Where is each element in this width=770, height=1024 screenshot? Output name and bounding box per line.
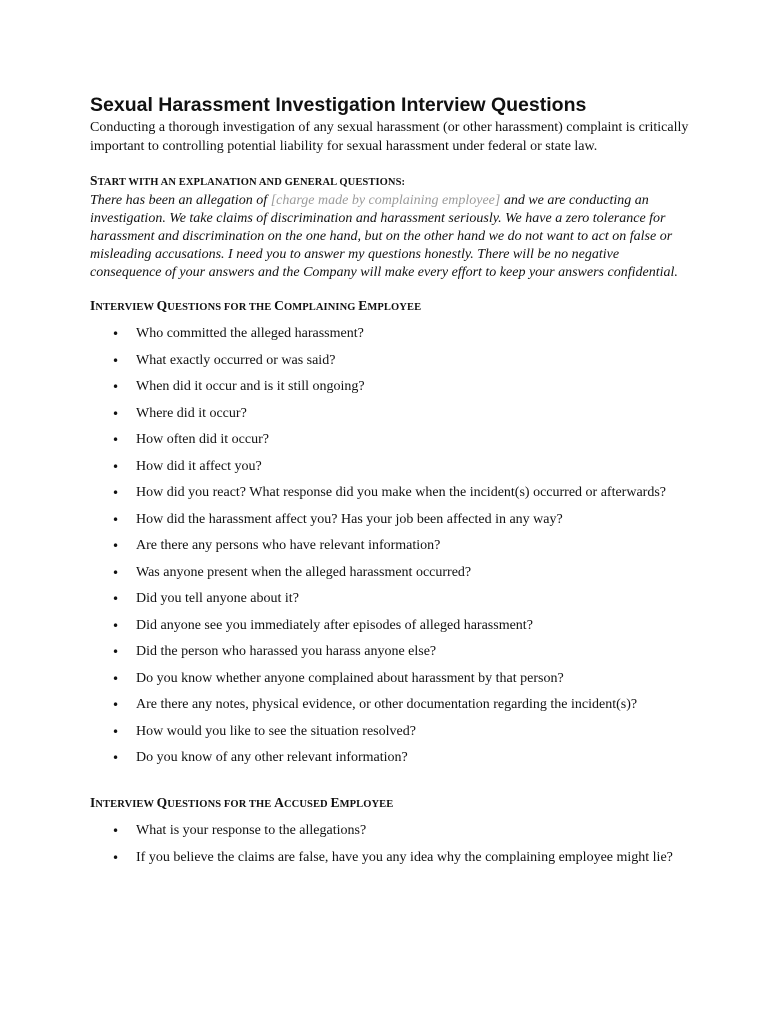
- heading-cap: Q: [156, 795, 168, 810]
- list-item: [90, 749, 690, 767]
- heading-cap: I: [90, 795, 96, 810]
- bullet-icon: •: [112, 459, 120, 474]
- list-item: [90, 643, 690, 661]
- document-body: [90, 92, 690, 875]
- question-text: Are there any persons who have relevant information?: [136, 538, 441, 553]
- question-text: Did anyone see you immediately after episodes of alleged harassment?: [136, 617, 533, 633]
- question-text: Was anyone present when the alleged harassment occurred?: [136, 564, 472, 580]
- bullet-icon: •: [112, 618, 120, 633]
- bullet-icon: •: [112, 380, 120, 394]
- bullet-icon: •: [112, 565, 120, 580]
- bullet-icon: •: [112, 592, 120, 606]
- explanation-heading-rest: TART WITH AN EXPLANATION AND GENERAL QUESTIONS:: [97, 177, 406, 188]
- heading-cap: E: [358, 298, 368, 313]
- question-text: How did you react? What response did you make when the incident(s) occurred or afterwards?: [136, 485, 666, 500]
- question-text: Did you tell anyone about it?: [136, 591, 299, 606]
- accused-employee-heading: [90, 794, 690, 814]
- explanation-text-before: There has been an allegation of: [90, 193, 271, 208]
- bullet-icon: •: [112, 724, 120, 739]
- question-text: Where did it occur?: [136, 405, 247, 421]
- bullet-icon: •: [112, 850, 120, 865]
- list-item: [90, 617, 690, 635]
- explanation-text-after: and we are conducting an investigation. We take claims of discrimination and harassment seriously. We have a zero tolerance for harassment and discrimination on the one hand, but on the other hand we do not want to act on false or misleading accusations. I need you to answer my questions honestly. There will be no negative consequence of your answers and the Company will make every effort to keep your answers confidential.: [90, 193, 678, 280]
- list-item: [90, 484, 690, 502]
- question-text: How would you like to see the situation resolved?: [136, 723, 416, 739]
- list-item: [90, 590, 690, 608]
- charge-placeholder: [charge made by complaining employee]: [270, 193, 501, 208]
- list-item: [90, 352, 690, 370]
- list-item: [90, 458, 690, 476]
- explanation-heading-initial: S: [90, 173, 98, 188]
- bullet-icon: •: [112, 645, 120, 659]
- question-text: Do you know of any other relevant information?: [136, 750, 408, 765]
- question-text: How did the harassment affect you? Has your job been affected in any way?: [136, 511, 563, 527]
- heading-small: MPLOYEE: [339, 799, 394, 810]
- list-item: [90, 696, 690, 714]
- bullet-icon: •: [112, 539, 120, 553]
- heading-small: UESTIONS FOR THE: [167, 799, 275, 810]
- heading-small: NTERVIEW: [95, 799, 157, 810]
- bullet-icon: •: [112, 486, 120, 500]
- heading-small: UESTIONS FOR THE: [167, 302, 275, 313]
- bullet-icon: •: [112, 353, 120, 368]
- complaining-employee-heading: [90, 297, 690, 317]
- question-text: When did it occur and is it still ongoing?: [136, 379, 365, 394]
- list-item: [90, 325, 690, 343]
- heading-small: NTERVIEW: [95, 302, 157, 313]
- question-text: Who committed the alleged harassment?: [136, 326, 364, 341]
- bullet-icon: •: [112, 824, 120, 838]
- bullet-icon: •: [112, 751, 120, 765]
- heading-cap: A: [274, 795, 284, 810]
- list-item: [90, 849, 690, 867]
- list-item: [90, 405, 690, 423]
- question-text: Did the person who harassed you harass anyone else?: [136, 644, 437, 659]
- question-text: How did it affect you?: [136, 458, 262, 474]
- heading-cap: E: [330, 795, 340, 810]
- question-text: What is your response to the allegations?: [136, 823, 367, 838]
- intro-paragraph: Conducting a thorough investigation of any sexual harassment (or other harassment) complaint is critically important to controlling potential liability for sexual harassment under federal or state law.: [90, 120, 689, 154]
- heading-cap: Q: [156, 298, 168, 313]
- list-item: [90, 564, 690, 582]
- list-item: [90, 378, 690, 396]
- bullet-icon: •: [112, 433, 120, 447]
- heading-small: CCUSED: [283, 799, 331, 810]
- question-text: How often did it occur?: [136, 432, 269, 447]
- question-text: What exactly occurred or was said?: [136, 352, 336, 368]
- list-item: [90, 670, 690, 688]
- heading-small: MPLOYEE: [367, 302, 422, 313]
- question-text: Are there any notes, physical evidence, or other documentation regarding the incident(s)?: [136, 697, 638, 712]
- bullet-icon: •: [112, 406, 120, 421]
- list-item: [90, 511, 690, 529]
- heading-small: OMPLAINING: [283, 302, 359, 313]
- page-title: Sexual Harassment Investigation Interview Questions: [90, 94, 587, 116]
- heading-cap: C: [274, 298, 284, 313]
- bullet-icon: •: [112, 327, 120, 341]
- question-text: Do you know whether anyone complained about harassment by that person?: [136, 670, 564, 686]
- complaining-questions-list: [90, 325, 690, 767]
- list-item: [90, 537, 690, 555]
- heading-cap: I: [90, 298, 96, 313]
- bullet-icon: •: [112, 671, 120, 686]
- bullet-icon: •: [112, 698, 120, 712]
- explanation-heading: [90, 172, 690, 192]
- list-item: [90, 723, 690, 741]
- list-item: [90, 822, 690, 840]
- bullet-icon: •: [112, 512, 120, 527]
- explanation-script: [90, 192, 690, 282]
- list-item: [90, 431, 690, 449]
- accused-questions-list: [90, 822, 690, 867]
- question-text: If you believe the claims are false, have you any idea why the complaining employee might lie?: [136, 849, 673, 865]
